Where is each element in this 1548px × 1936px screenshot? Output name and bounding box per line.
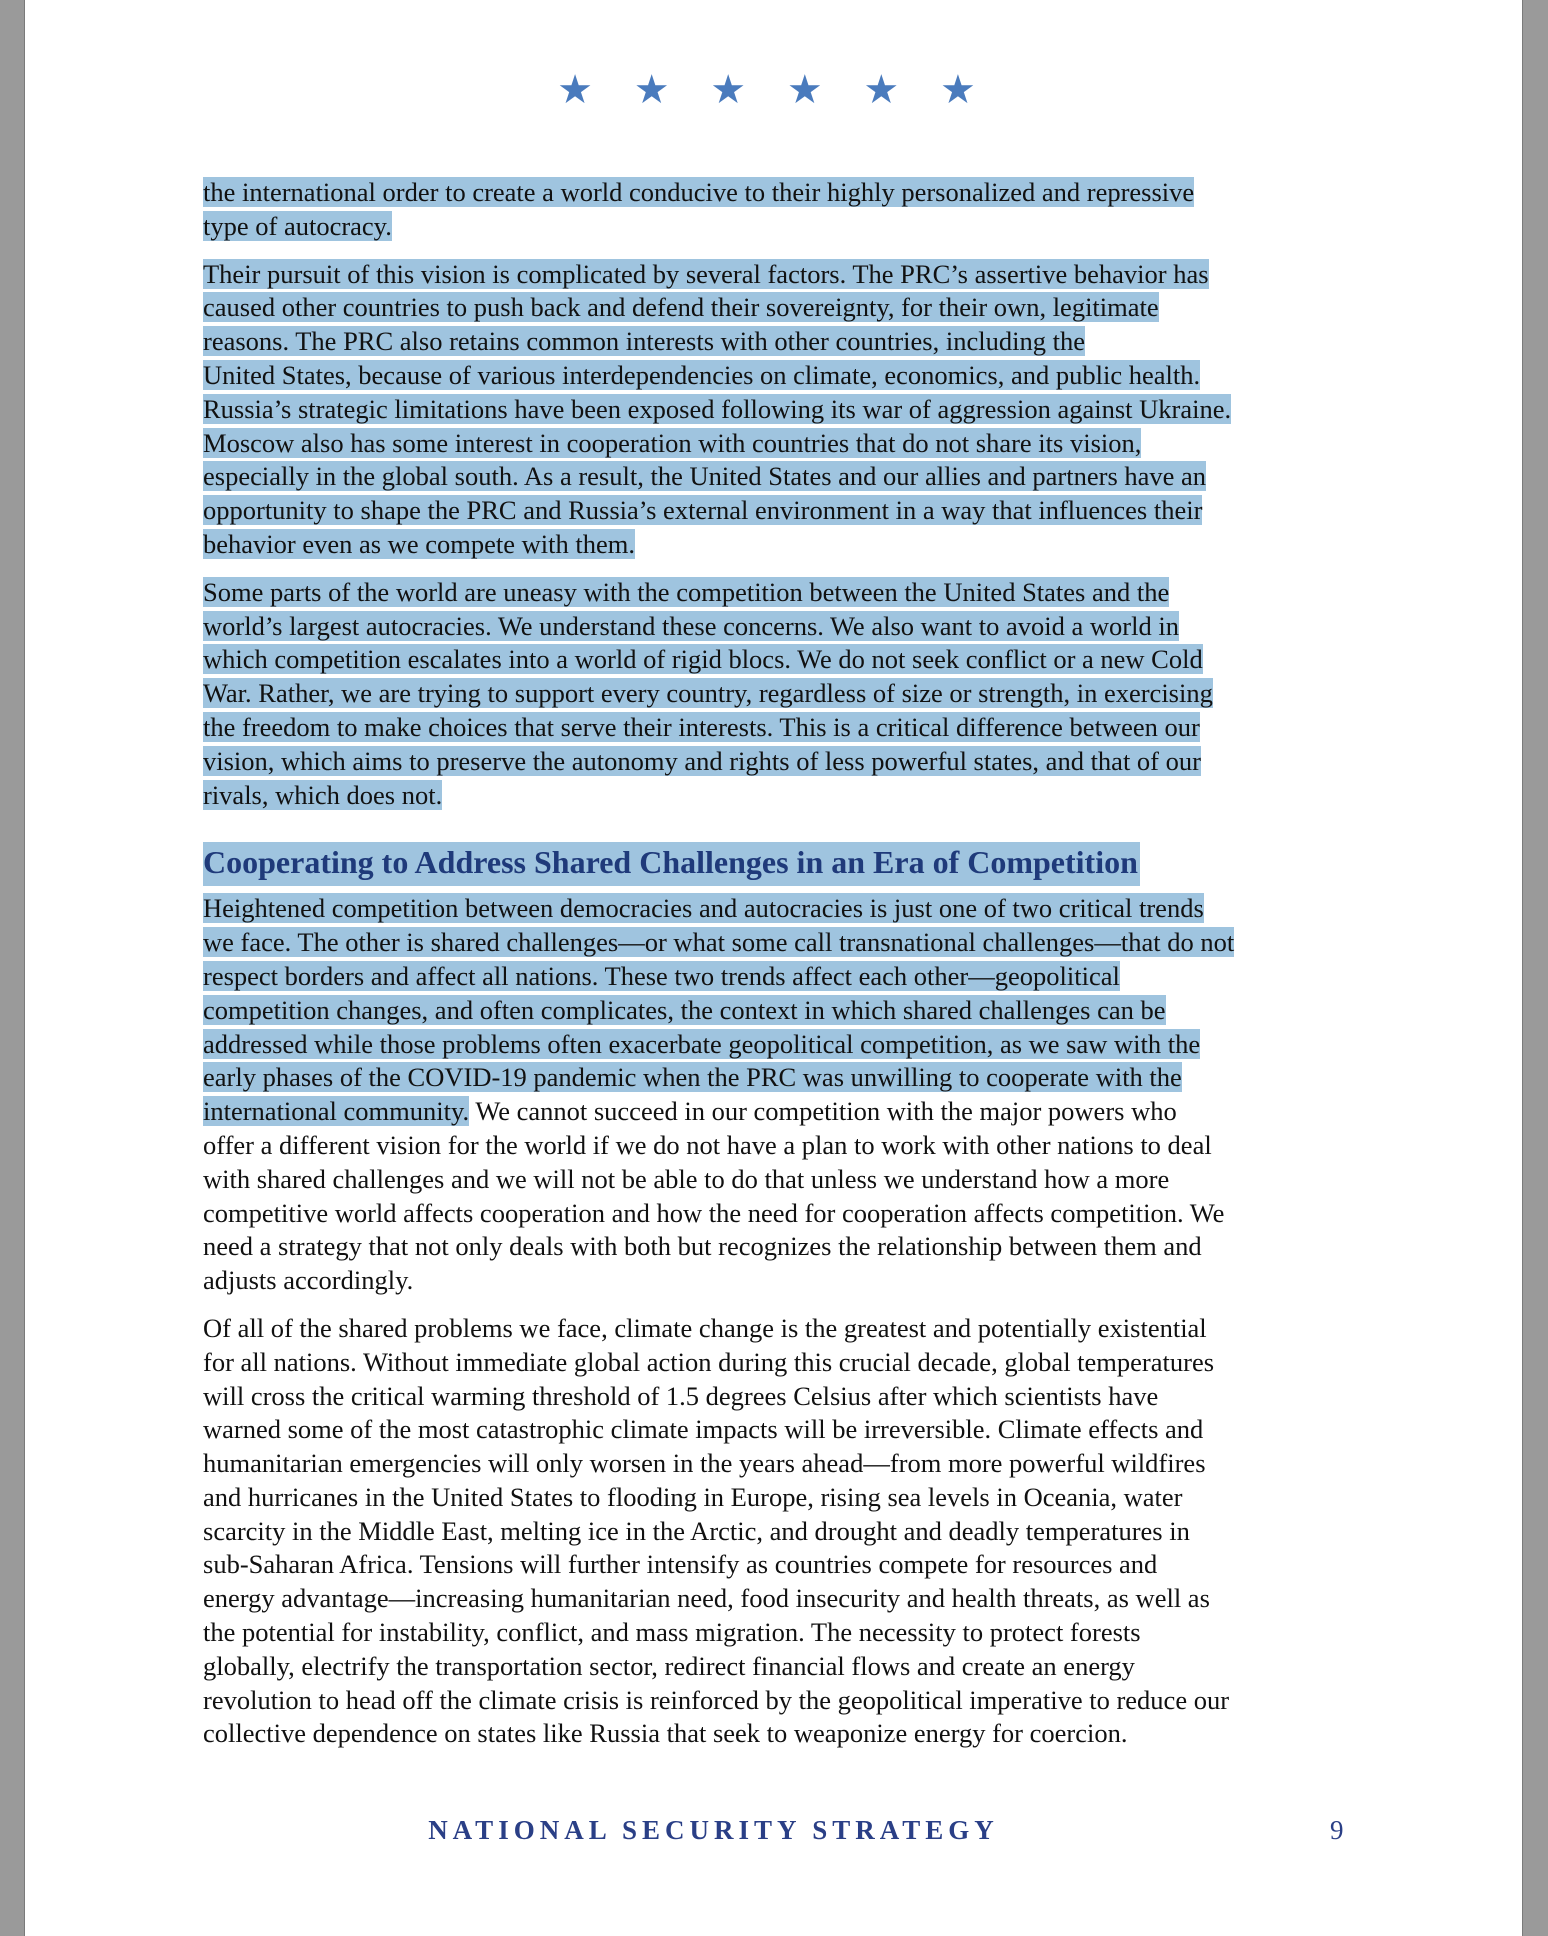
text-line[interactable]: energy advantage—increasing humanitarian need, food insecurity and health threats, as well as (203, 1583, 1210, 1614)
text-line[interactable]: Russia’s strategic limitations have been exposed following its war of aggression against Ukraine. (203, 393, 1232, 424)
text-line[interactable]: need a strategy that not only deals with both but recognizes the relationship between them and (203, 1231, 1202, 1262)
text-line[interactable]: world’s largest autocracies. We understand these concerns. We also want to avoid a world in (203, 610, 1179, 641)
text-line[interactable]: scarcity in the Middle East, melting ice in the Arctic, and drought and deadly temperatures in (203, 1515, 1190, 1546)
text-line[interactable]: Some parts of the world are uneasy with the competition between the United States and the (203, 576, 1170, 607)
text-line[interactable]: rivals, which does not. (203, 779, 443, 810)
text-line[interactable]: United States, because of various interdependencies on climate, economics, and public health. (203, 359, 1201, 390)
paragraph-1[interactable] (203, 176, 1383, 244)
text-line[interactable]: the potential for instability, conflict, and mass migration. The necessity to protect forests (203, 1617, 1141, 1648)
text-line[interactable]: adjusts accordingly. (203, 1265, 414, 1296)
text-line[interactable]: collective dependence on states like Russia that seek to weaponize energy for coercion. (203, 1718, 1128, 1749)
text-line[interactable]: we face. The other is shared challenges—or what some call transnational challenges—that do not (203, 927, 1235, 958)
paragraph-5[interactable] (203, 1312, 1383, 1751)
text-line[interactable]: opportunity to shape the PRC and Russia’s external environment in a way that influences their (203, 495, 1203, 526)
text-line[interactable]: Moscow also has some interest in cooperation with countries that do not share its vision, (203, 427, 1142, 458)
text-line[interactable]: especially in the global south. As a result, the United States and our allies and partners have an (203, 461, 1207, 492)
page-number: 9 (1330, 1815, 1344, 1845)
paragraph-2[interactable] (203, 258, 1383, 562)
text-line[interactable]: and hurricanes in the United States to flooding in Europe, rising sea levels in Oceania, water (203, 1481, 1183, 1512)
text-line[interactable]: for all nations. Without immediate global action during this crucial decade, global temperatures (203, 1346, 1215, 1377)
paragraph-3[interactable] (203, 576, 1383, 813)
star-decoration-icon: ★ ★ ★ ★ ★ ★ (557, 67, 990, 113)
text-line[interactable]: sub-Saharan Africa. Tensions will further intensify as countries compete for resources and (203, 1549, 1158, 1580)
text-line[interactable]: Of all of the shared problems we face, climate change is the greatest and potentially existential (203, 1312, 1207, 1343)
text-line[interactable]: competitive world affects cooperation and how the need for cooperation affects competition. We (203, 1197, 1225, 1228)
text-line[interactable]: caused other countries to push back and defend their sovereignty, for their own, legitimate (203, 292, 1159, 323)
text-line[interactable]: globally, electrify the transportation sector, redirect financial flows and create an energy (203, 1650, 1135, 1681)
text-line[interactable]: revolution to head off the climate crisis is reinforced by the geopolitical imperative to reduce our (203, 1684, 1230, 1715)
text-line[interactable]: competition changes, and often complicates, the context in which shared challenges can be (203, 994, 1166, 1025)
text-line[interactable]: humanitarian emergencies will only worsen in the years ahead—from more powerful wildfires (203, 1448, 1206, 1479)
text-line[interactable]: behavior even as we compete with them. (203, 528, 635, 559)
footer-title: NATIONAL SECURITY STRATEGY (428, 1815, 999, 1845)
text-segment[interactable]: We cannot succeed in our competition with the major powers who (469, 1096, 1177, 1127)
text-line[interactable]: the freedom to make choices that serve their interests. This is a critical difference between our (203, 711, 1200, 742)
text-line[interactable]: the international order to create a world conducive to their highly personalized and repressive (203, 177, 1195, 207)
page-content (203, 176, 1383, 1765)
text-line[interactable]: reasons. The PRC also retains common interests with other countries, including the (203, 326, 1085, 357)
text-line[interactable]: War. Rather, we are trying to support every country, regardless of size or strength, in exercising (203, 678, 1213, 709)
text-line[interactable]: addressed while those problems often exacerbate geopolitical competition, as we saw with the (203, 1028, 1201, 1059)
text-line[interactable]: early phases of the COVID-19 pandemic when the PRC was unwilling to cooperate with the (203, 1062, 1182, 1093)
selection-end-text[interactable]: international community. (203, 1096, 470, 1127)
text-line[interactable]: Heightened competition between democracies and autocracies is just one of two critical trends (203, 893, 1204, 924)
text-line[interactable]: offer a different vision for the world if we do not have a plan to work with other nations to deal (203, 1129, 1212, 1160)
paragraph-4[interactable] (203, 892, 1383, 1298)
text-line[interactable]: Their pursuit of this vision is complicated by several factors. The PRC’s assertive behavior has (203, 258, 1209, 289)
section-heading[interactable] (203, 840, 1383, 884)
text-line[interactable]: vision, which aims to preserve the autonomy and rights of less powerful states, and that of our (203, 745, 1201, 776)
text-line[interactable]: will cross the critical warming threshold of 1.5 degrees Celsius after which scientists have (203, 1380, 1159, 1411)
document-page (24, 0, 1523, 1936)
section-heading-text[interactable]: Cooperating to Address Shared Challenges in an Era of Competition (203, 842, 1140, 886)
text-line[interactable]: warned some of the most catastrophic climate impacts will be irreversible. Climate effects and (203, 1414, 1204, 1445)
text-line[interactable]: with shared challenges and we will not be able to do that unless we understand how a more (203, 1163, 1170, 1194)
text-line[interactable]: which competition escalates into a world of rigid blocs. We do not seek conflict or a new Cold (203, 644, 1203, 675)
text-line[interactable]: respect borders and affect all nations. These two trends affect each other—geopolitical (203, 960, 1120, 991)
text-line[interactable]: type of autocracy. (203, 210, 392, 241)
